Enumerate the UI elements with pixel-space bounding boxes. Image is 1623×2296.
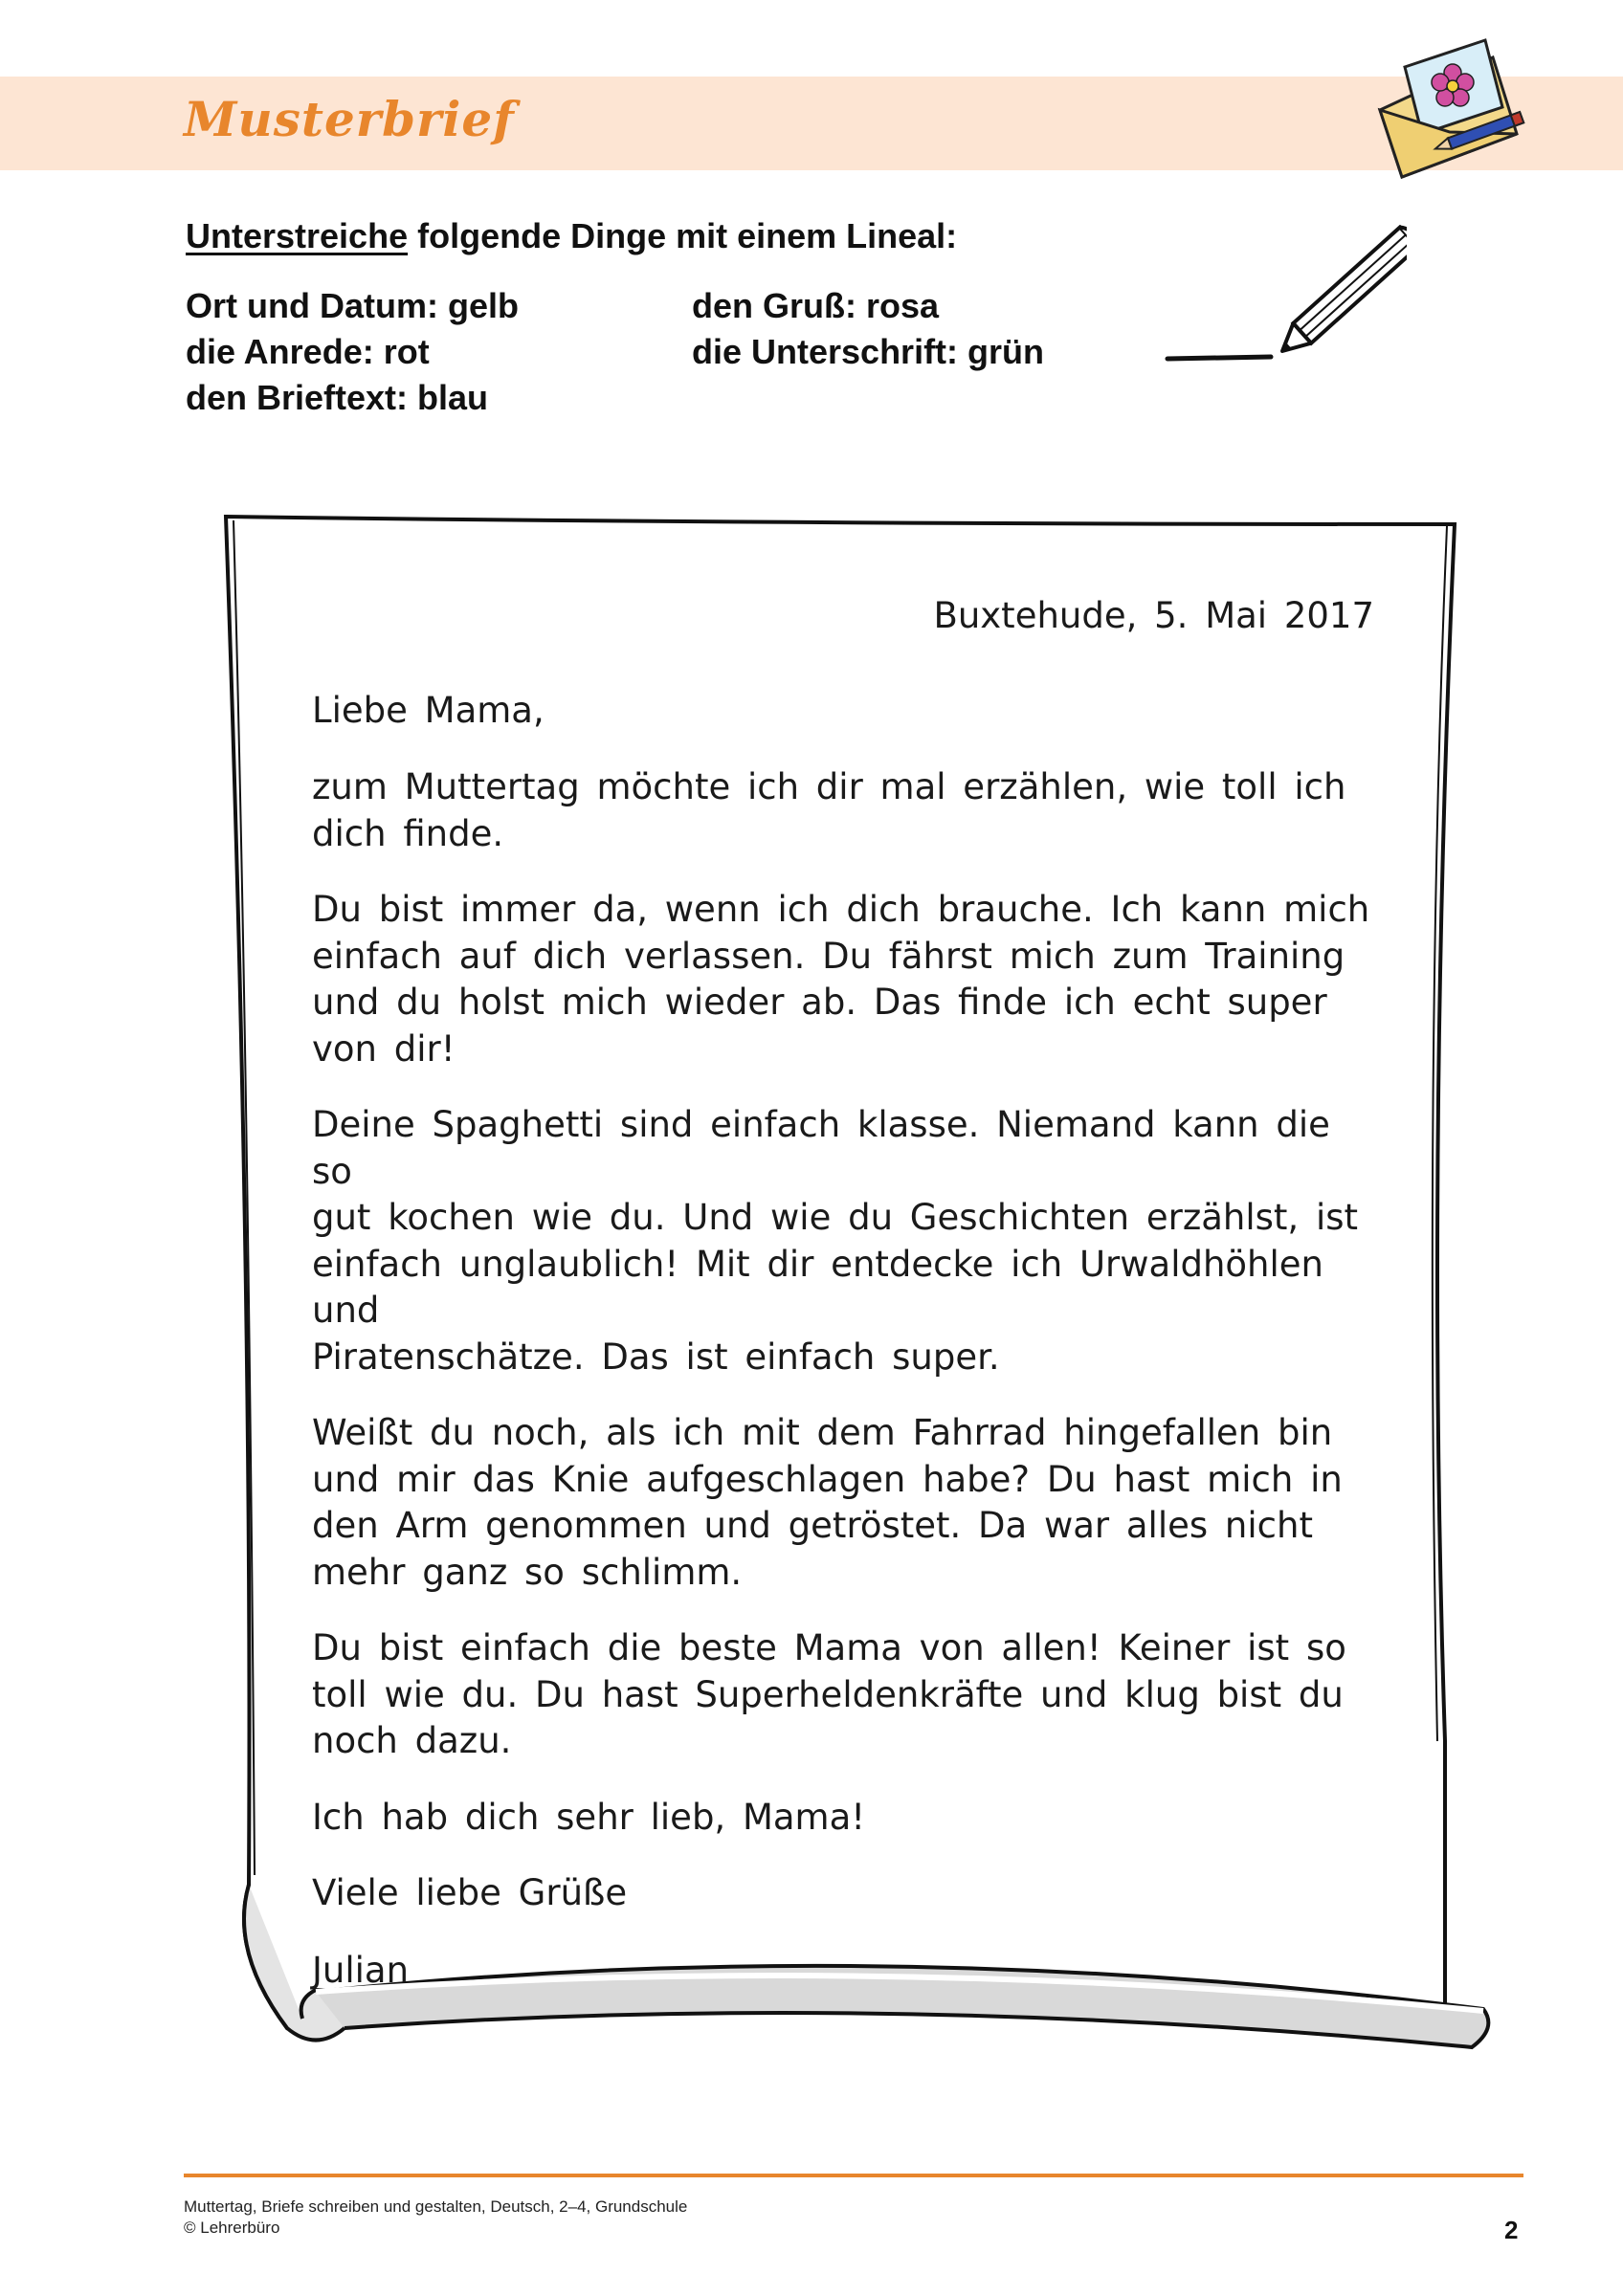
letter-date: Buxtehude, 5. Mai 2017 [933, 595, 1374, 636]
letter-line: und mir das Knie aufgeschlagen habe? Du hast mich in [312, 1458, 1343, 1500]
letter-line: von dir! [312, 1027, 456, 1070]
letter-line: noch dazu. [312, 1720, 512, 1761]
letter-line: dich finde. [312, 812, 504, 854]
color-legend-right [692, 283, 1044, 375]
letter-paragraph [312, 1102, 1374, 1380]
envelope-with-flower-icon [1359, 19, 1531, 187]
legend-item: die Anrede: rot [186, 332, 430, 371]
letter-greeting: Liebe Mama, [312, 689, 545, 731]
page-title: Musterbrief [184, 91, 515, 147]
footer-credits [184, 2197, 687, 2239]
letter-line: Ich hab dich sehr lieb, Mama! [312, 1796, 866, 1838]
color-legend-left [186, 283, 519, 421]
letter-paragraph [312, 764, 1374, 857]
letter-line: Deine Spaghetti sind einfach klasse. Niemand kann die so [312, 1104, 1330, 1192]
instruction-underlined-word: Unterstreiche [186, 216, 409, 255]
letter-line: einfach unglaublich! Mit dir entdecke ich Urwaldhöhlen und [312, 1243, 1323, 1331]
instruction-text: folgende Dinge mit einem Lineal: [408, 216, 958, 255]
footer-line: © Lehrerbüro [184, 2219, 280, 2237]
letter-line: Weißt du noch, als ich mit dem Fahrrad hingefallen bin [312, 1412, 1333, 1453]
letter-line: Du bist immer da, wenn ich dich brauche. Ich kann mich [312, 889, 1370, 930]
letter-line: mehr ganz so schlimm. [312, 1551, 743, 1593]
letter-line: gut kochen wie du. Und wie du Geschichten erzählst, ist [312, 1197, 1359, 1238]
letter-line: und du holst mich wieder ab. Das finde ich echt super [312, 982, 1327, 1023]
legend-item: den Gruß: rosa [692, 286, 940, 325]
letter-line: toll wie du. Du hast Superheldenkräfte und klug bist du [312, 1673, 1344, 1715]
page-number: 2 [1504, 2216, 1519, 2244]
letter-line: Du bist einfach die beste Mama von allen! Keiner ist so [312, 1627, 1346, 1668]
instruction [186, 216, 957, 256]
footer-divider [184, 2174, 1523, 2177]
letter-body [312, 593, 1374, 1994]
legend-item: den Brieftext: blau [186, 378, 489, 417]
letter-line: zum Muttertag möchte ich dir mal erzählen, wie toll ich [312, 766, 1346, 807]
letter-paragraph [312, 887, 1374, 1072]
pencil-icon [1158, 225, 1407, 378]
letter-line: den Arm genommen und getröstet. Da war alles nicht [312, 1505, 1313, 1546]
letter-paragraph [312, 1410, 1374, 1596]
footer-line: Muttertag, Briefe schreiben und gestalten, Deutsch, 2–4, Grundschule [184, 2197, 688, 2216]
letter-line: einfach auf dich verlassen. Du fährst mich zum Training [312, 935, 1345, 977]
letter-signature: Julian [312, 1949, 410, 1991]
legend-item: die Unterschrift: grün [692, 332, 1045, 371]
letter-paragraph [312, 1795, 1374, 1842]
letter-closing: Viele liebe Grüße [312, 1872, 628, 1913]
legend-item: Ort und Datum: gelb [186, 286, 519, 325]
letter-paragraph [312, 1625, 1374, 1765]
letter-line: Piratenschätze. Das ist einfach super. [312, 1336, 1000, 1378]
